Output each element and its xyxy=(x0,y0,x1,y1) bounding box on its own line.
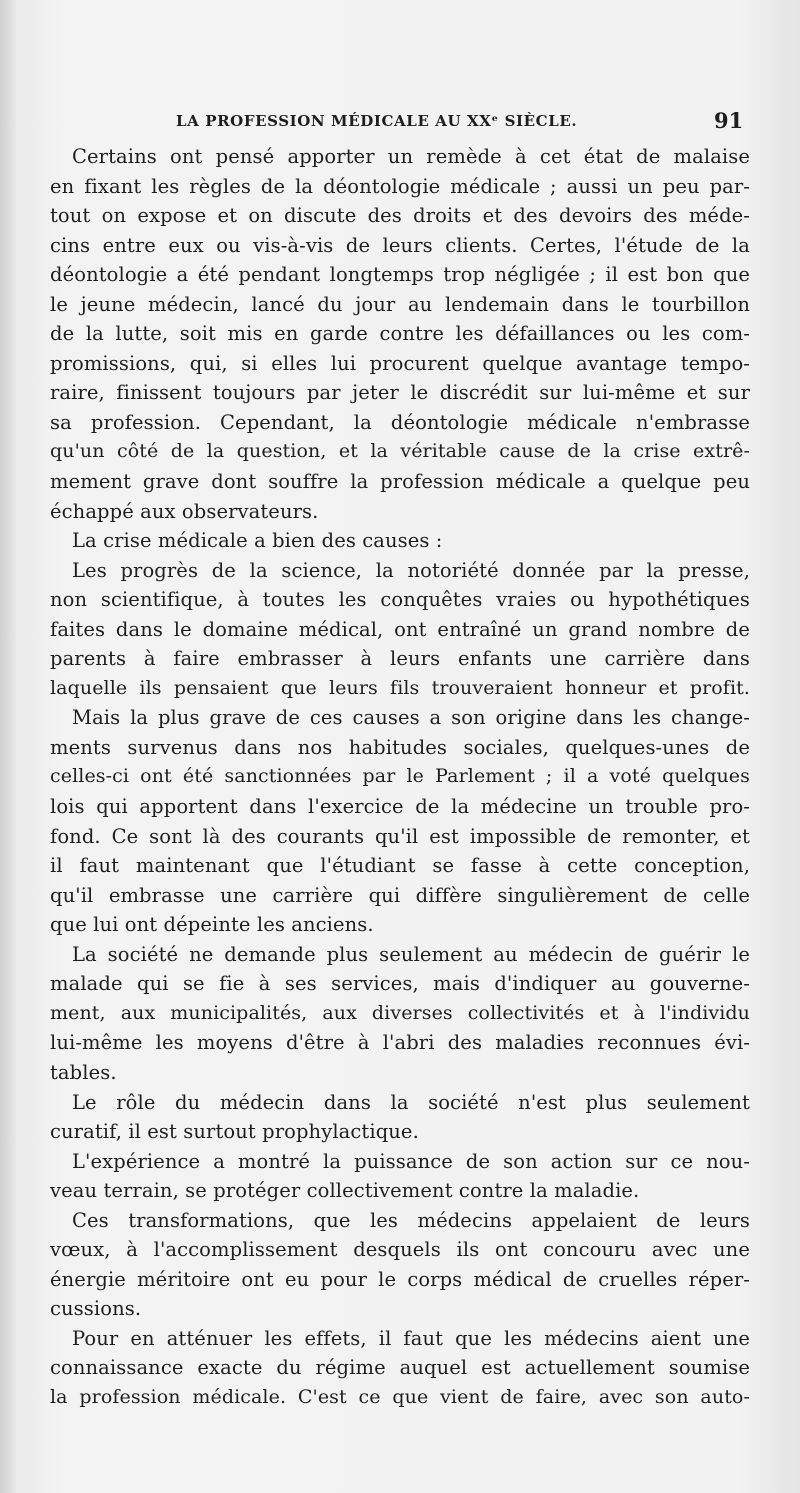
text-line: ments survenus dans nos habitudes sociales, quelques-unes de xyxy=(50,735,750,759)
text-line: cins entre eux ou vis-à-vis de leurs clients. Certes, l'étude de la xyxy=(50,233,750,257)
text-line: La société ne demande plus seulement au médecin de guérir le xyxy=(72,942,750,966)
text-line: Mais la plus grave de ces causes a son origine dans les change- xyxy=(72,706,750,730)
text-line: en fixant les règles de la déontologie médicale ; aussi un peu par- xyxy=(50,174,750,198)
text-line: malade qui se fie à ses services, mais d'indiquer au gouverne- xyxy=(50,972,750,996)
text-line: déontologie a été pendant longtemps trop négligée ; il est bon que xyxy=(50,263,750,287)
text-line: laquelle ils pensaient que leurs fils trouveraient honneur et profit. xyxy=(50,676,750,699)
text-line: qu'il embrasse une carrière qui diffère singulièrement de celle xyxy=(50,883,750,907)
text-line: mement grave dont souffre la profession médicale a quelque peu xyxy=(50,470,750,494)
text-line: Certains ont pensé apporter un remède à cet état de malaise xyxy=(72,145,750,168)
page-number: 91 xyxy=(714,108,744,133)
text-line: que lui ont dépeinte les anciens. xyxy=(50,913,374,937)
text-line: cussions. xyxy=(50,1297,142,1321)
text-line: lui-même les moyens d'être à l'abri des maladies reconnues évi- xyxy=(50,1031,750,1055)
text-line: énergie méritoire ont eu pour le corps médical de cruelles réper- xyxy=(50,1267,750,1291)
page-header xyxy=(176,108,796,142)
text-line: raire, finissent toujours par jeter le discrédit sur lui-même et sur xyxy=(50,381,750,405)
text-line: échappé aux observateurs. xyxy=(50,499,319,523)
text-line: La crise médicale a bien des causes : xyxy=(72,529,443,553)
text-line: tables. xyxy=(50,1060,117,1084)
text-line: fond. Ce sont là des courants qu'il est impossible de remonter, et xyxy=(50,824,750,848)
text-line: faites dans le domaine médical, ont entraîné un grand nombre de xyxy=(50,617,750,641)
text-line: ment, aux municipalités, aux diverses collectivités et à l'individu xyxy=(50,1001,750,1024)
text-line: Le rôle du médecin dans la société n'est plus seulement xyxy=(72,1090,750,1114)
text-line: Ces transformations, que les médecins appelaient de leurs xyxy=(72,1208,750,1232)
text-line: tout on expose et on discute des droits et des devoirs des méde- xyxy=(50,204,750,228)
text-line: vœux, à l'accomplissement desquels ils ont concouru avec une xyxy=(50,1238,750,1262)
text-line: il faut maintenant que l'étudiant se fasse à cette conception, xyxy=(50,854,750,878)
text-line: le jeune médecin, lancé du jour au lendemain dans le tourbillon xyxy=(50,292,750,316)
text-line: non scientifique, à toutes les conquêtes vraies ou hypothétiques xyxy=(50,588,750,612)
text-line: Les progrès de la science, la notoriété donnée par la presse, xyxy=(72,558,750,582)
running-title: LA PROFESSION MÉDICALE AU XXᵉ SIÈCLE. xyxy=(176,112,578,130)
text-line: curatif, il est surtout prophylactique. xyxy=(50,1120,419,1144)
text-line: Pour en atténuer les effets, il faut que les médecins aient une xyxy=(72,1326,750,1350)
body-text xyxy=(50,142,750,1413)
text-line: parents à faire embrasser à leurs enfants une carrière dans xyxy=(50,647,750,671)
text-line: de la lutte, soit mis en garde contre les défaillances ou les com- xyxy=(50,322,750,346)
text-line: sa profession. Cependant, la déontologie médicale n'embrasse xyxy=(50,410,750,434)
text-line: celles-ci ont été sanctionnées par le Parlement ; il a voté quelques xyxy=(50,765,750,788)
text-line: lois qui apportent dans l'exercice de la médecine un trouble pro- xyxy=(50,795,750,819)
text-line: veau terrain, se protéger collectivement contre la maladie. xyxy=(50,1179,640,1203)
text-line: promissions, qui, si elles lui procurent quelque avantage tempo- xyxy=(50,351,750,375)
page-edge-shadow xyxy=(0,0,16,1493)
text-line: L'expérience a montré la puissance de son action sur ce nou- xyxy=(72,1149,750,1173)
text-line: qu'un côté de la question, et la véritable cause de la crise extrê- xyxy=(50,440,750,463)
text-line: la profession médicale. C'est ce que vient de faire, avec son auto- xyxy=(50,1385,750,1408)
text-line: connaissance exacte du régime auquel est actuellement soumise xyxy=(50,1356,750,1380)
